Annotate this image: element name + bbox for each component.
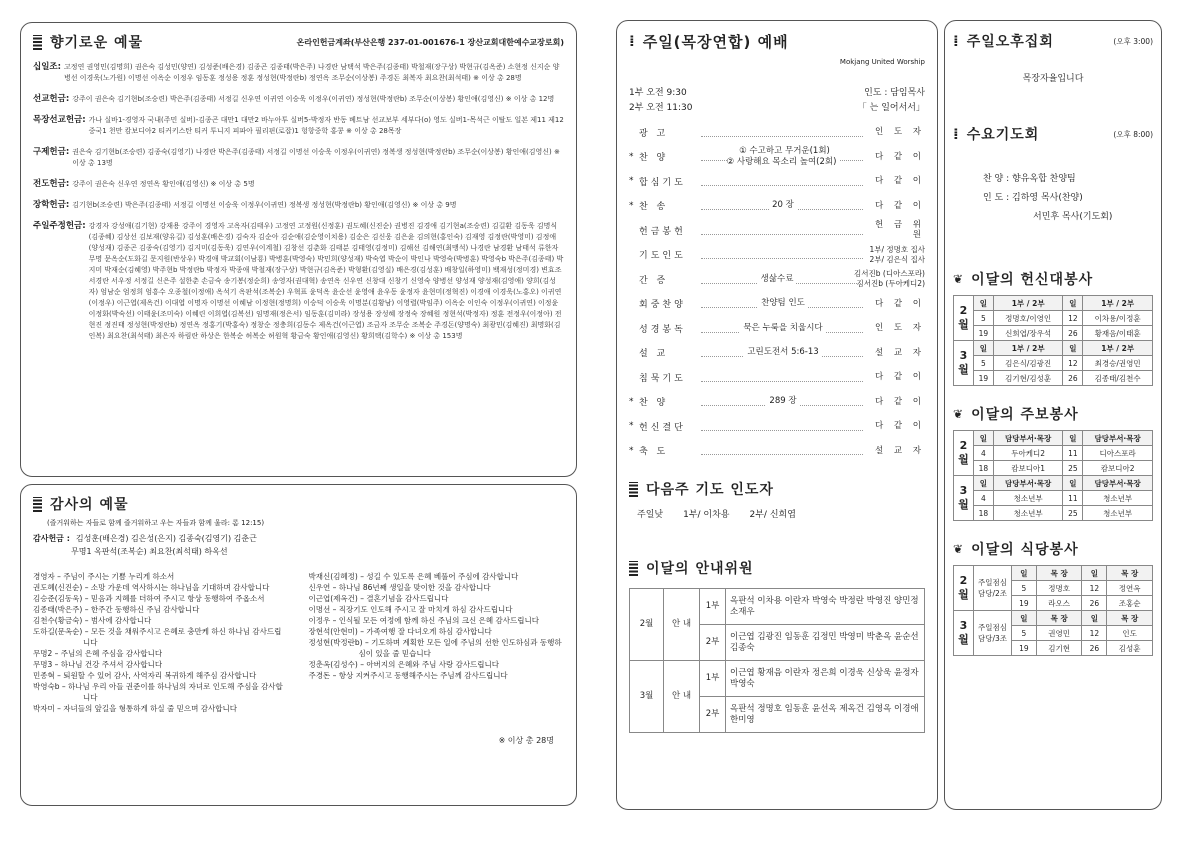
- thanks-total: ※ 이상 총 28명: [498, 736, 554, 745]
- usher-row: [630, 661, 925, 697]
- month-cell: 3 월: [954, 611, 974, 656]
- worship-english: Mokjang United Worship: [839, 58, 925, 66]
- order-content-text: 20 장: [769, 200, 797, 210]
- stand-note: 「 는 일어서서」: [857, 103, 925, 113]
- thanks-entry: 정춘옥(김성수) – 아버지의 은혜와 주님 사랑 감사드립니다: [308, 660, 500, 669]
- table-cell: 최경승/권영민: [1083, 356, 1153, 371]
- order-content: [701, 146, 865, 168]
- usher-role: 안 내: [664, 589, 700, 661]
- order-row: [629, 292, 925, 317]
- offering-item: [33, 94, 564, 105]
- offering-title: 향기로운 예물: [50, 35, 144, 51]
- usher-row: [630, 589, 925, 625]
- table-cell: 신희엽/장우석: [993, 326, 1063, 341]
- table-cell: 18: [974, 461, 994, 476]
- header-cell: 일: [1012, 611, 1037, 626]
- order-item: 간 증: [639, 275, 669, 286]
- section-marker-icon: [629, 561, 638, 576]
- order-item: 찬 양: [639, 153, 669, 164]
- offering-names: 권은숙 김기현b(조승련) 김종숙(김영기) 나경란 박은주(김종태) 서정길 이명선 이승욱 이정우(이귀연) 정복생 정성현(박정란b) 조무순(이상봉) 황인애(김영신) ※ 이상 총 13명: [72, 148, 560, 167]
- section-marker-icon: [33, 35, 42, 50]
- usher-month: 3월: [630, 661, 664, 733]
- usher-table: [629, 588, 925, 733]
- dotted-leader: [701, 185, 863, 186]
- section-marker-icon: ⁞: [629, 32, 635, 50]
- table-cell: 조홍순: [1107, 596, 1153, 611]
- table-cell: 4: [974, 491, 994, 506]
- usher-part: 2부: [700, 697, 726, 733]
- order-person: 다 같 이: [874, 396, 925, 407]
- header-cell: 담당부서·목장: [1083, 476, 1153, 491]
- month-cell: 3 월: [954, 476, 974, 521]
- month-cell: 2 월: [954, 296, 974, 341]
- offering-names: 강경자 강성애(김기현) 강재용 강주이 경영자 고옥자(김태우) 고정연 고정원(신정훈) 권도혜(신진순) 권병진 김경애 김기현a(조승련) 김길환 김동욱 김명식(김종혜) 김상선 김보재(양유길) 김성훈(배은경) 김숙자 김순아 김순애(김순영이치용) 김순은 김신웅 김은윤 김의현(홍인숙) 김재영 김정란(박영미) 김정애(양성재) 김종곤 김종숙(김영기) 김지미(김동욱) 김연우(이계철) 김창선 김춘화 김태분 김태영(김정미) 김해선 김해연(최맹석) 나경란 남경환 남태석 류한자 무명 문옥순(도화길 문지원(반상우) 박경애 박교회(이남룡) 박병훈(박영숙) 박민희(양성재) 박숙엽 박순이 박인나 박영숙(박병훈) 박영숙b 박은주(김종태) 박지미 박재순(김혜영) 박주현b 박정란b 박정자 박종애 박철재(장구상) 박현규(김옥준) 박형환(김영실) 배은경(김성훈) 배창일(하영미) 백재성(정미경) 변효조 서경란 서우정 서정길 신은주 설한춘 손금숙 송기봉(정순희) 송영자(권대혁) 송연옥 신우연 신창대 신창기 신영숙 양병선 양성재 양성재(김영애) 양희(김성자) 엄남순 엄정희 엄흥수 오종철(이정애) 옥석기 옥판석(조복순) 우혁표 윤덕옥 윤순선 윤영애 윤우동 윤정자 윤현미(정혁진) 이경애 이경욱(노홍오) 이귀연(이정우) 이근엽(제옥건) 이대엽 이명자 이명선 이혜남 이정현(정명희) 이승덕 이승욱 이명분(김황남) 이영렬(박임주) 이옥순 이인숙 이정우(이귀연) 이정윤 이정화(박숙선) 이태윤(조미숙) 이혜린 이희엽(김복선) 임명재(정은서) 임동훈(김미라) 장성용 장성혜 장정숙 장혜원 정현석(박정자) 정훈 전정우(이정아) 전현진 정진태 정성현(박정란b) 정연옥 정홍기(박홍숙) 정창순 정충희(김동수 제옥건(이근엽) 조금자 조무순 조복순 주경돈(양명숙) 최광민(김혜진) 최명화(김인복) 최요찬(최석태) 최은자 하림란 하상은 한복순 허복순 허원혁 황금숙 황인애(김영신) 황희택(김학수) ※ 이상 총 153명: [88, 222, 564, 340]
- group-cell: 주일점심 담당/2조: [974, 566, 1012, 611]
- order-content-text: 고린도전서 5:6-13: [744, 347, 821, 357]
- table-header-row: [954, 476, 1153, 491]
- table-cell: 4: [974, 446, 994, 461]
- header-cell: 담당부서·목장: [993, 476, 1063, 491]
- order-row: [629, 243, 925, 268]
- next-leaders-title: 다음주 기도 인도자: [646, 482, 774, 498]
- order-person: 헌 금 위 원: [874, 220, 925, 241]
- table-cell: 캄보디아2: [1083, 461, 1153, 476]
- order-person: 인 도 자: [874, 323, 925, 334]
- section-marker-icon: [33, 497, 42, 512]
- table-header-row: [954, 566, 1153, 581]
- order-person: 1부/ 정명호 집사 2부/ 김은식 집사: [869, 244, 925, 264]
- afternoon-title: 주일오후집회: [966, 34, 1054, 50]
- thanks-label: 감사헌금 :: [33, 534, 70, 543]
- kitchen-service-table: [953, 565, 1153, 656]
- thanks-names-2: 무명1 옥판석(조복순) 최요찬(최석태) 하옥선: [71, 547, 228, 556]
- offering-item: [33, 115, 564, 137]
- thanks-entry: 이근엽(제옥건) – 결혼기념을 감사드립니다: [308, 594, 449, 603]
- usher-names: 옥판석 정명호 임동훈 윤선옥 제옥건 김영옥 이경애 한미영: [726, 697, 925, 733]
- order-person: 설 교 자: [874, 347, 925, 358]
- offering-label: 선교헌금:: [33, 94, 70, 104]
- table-header-row: [954, 611, 1153, 626]
- offering-label: 장학헌금:: [33, 200, 70, 210]
- service-time-1: 1부 오전 9:30: [629, 88, 687, 98]
- order-row: [629, 365, 925, 390]
- order-star: *: [629, 396, 634, 407]
- offering-names: 김기현b(조승련) 박은주(김종태) 서정길 이명선 이승욱 이정우(이귀연) 정복생 정성현(박정란b) 황인애(김영신) ※ 이상 총 9명: [72, 201, 457, 209]
- next-second: 2부/ 신희엽: [749, 510, 796, 520]
- order-person: 김서진b (디아스포라) 김서진b (두아케디2): [854, 269, 925, 289]
- table-row: [954, 446, 1153, 461]
- order-row: [629, 390, 925, 415]
- month-cell: 3 월: [954, 341, 974, 386]
- table-cell: 캄보디아1: [993, 461, 1063, 476]
- thanks-entry: 권도혜(신진순) – 소망 가운데 역사하시는 하나님을 기대하며 감사합니다: [33, 583, 270, 592]
- order-item: 찬 송: [639, 202, 669, 213]
- order-row: [629, 194, 925, 219]
- order-item: 성경봉독: [639, 324, 686, 335]
- wednesday-praise: 찬 양 : 향유옥합 찬양팀: [983, 174, 1076, 184]
- table-cell: 19: [1012, 641, 1037, 656]
- thanks-entry: 신우연 – 하나님 86년째 생일을 맞이한 것을 감사합니다: [308, 583, 491, 592]
- flower-title: 이달의 헌신대봉사: [971, 272, 1094, 288]
- bulletin-service-table: [953, 430, 1153, 521]
- table-cell: 디아스포라: [1083, 446, 1153, 461]
- wednesday-time: (오후 8:00): [1113, 129, 1153, 139]
- table-cell: 18: [974, 506, 994, 521]
- order-content-text: 묵은 누룩을 치웁시다: [740, 323, 825, 333]
- order-content-text: 289 장: [766, 396, 799, 406]
- wednesday-lead-2: 서민후 목사(기도회): [1033, 212, 1113, 222]
- table-header-row: [954, 431, 1153, 446]
- order-row: [629, 267, 925, 292]
- header-cell: 담당부서·목장: [1083, 431, 1153, 446]
- heart-icon: ❦: [953, 272, 964, 286]
- usher-names: 옥판석 이차용 이란자 박영숙 박정란 박영진 양민정 소재우: [726, 589, 925, 625]
- order-of-worship: [629, 120, 925, 463]
- offering-label: 십일조:: [33, 62, 62, 72]
- thanks-entry: 박자미 – 자녀들의 앞길을 형통하게 하실 줄 믿으며 감사합니다: [33, 704, 237, 713]
- worship-leader: 인도 : 담임목사: [864, 88, 925, 98]
- thanks-entry: 박영숙b – 하나님 우리 아들 권준이를 하나님의 자녀로 인도해 주심을 감사합니다: [33, 682, 283, 702]
- table-cell: 정명호/이영인: [993, 311, 1063, 326]
- header-cell: 일: [1012, 566, 1037, 581]
- service-time-2: 2부 오전 11:30: [629, 103, 693, 113]
- dotted-leader: [701, 258, 863, 259]
- table-cell: 5: [1012, 626, 1037, 641]
- table-cell: 12: [1082, 581, 1107, 596]
- thanks-entry: 민종혁 – 퇴원할 수 있어 감사, 사역자리 복귀하게 해주심 감사합니다: [33, 671, 257, 680]
- order-row: [629, 414, 925, 439]
- header-cell: 담당부서·목장: [993, 431, 1063, 446]
- order-row: [629, 316, 925, 341]
- table-cell: 25: [1063, 461, 1083, 476]
- table-cell: 김종태/김천수: [1083, 371, 1153, 386]
- offering-label: 구제헌금:: [33, 147, 70, 157]
- thanks-entry: 이정우 – 인식될 모든 여정에 함께 하신 주님의 크신 은혜 감사드립니다: [308, 616, 539, 625]
- order-item: 헌신결단: [639, 422, 686, 433]
- table-cell: 12: [1063, 311, 1083, 326]
- table-cell: 라오스: [1036, 596, 1082, 611]
- table-header-row: [954, 341, 1153, 356]
- header-cell: 목 장: [1036, 611, 1082, 626]
- thanks-entry: 박재신(김혜정) – 성길 수 있도록 은혜 베풀어 주심에 감사합니다: [308, 572, 519, 581]
- order-person: 다 같 이: [874, 421, 925, 432]
- order-content-text: ① 수고하고 무거운(1회) ② 사랑해요 목소리 높여(2회): [727, 146, 840, 167]
- table-cell: 5: [974, 356, 994, 371]
- header-cell: 일: [1063, 431, 1083, 446]
- header-cell: 일: [1063, 296, 1083, 311]
- kitchen-title: 이달의 식당봉사: [971, 542, 1079, 558]
- section-marker-icon: ⁞: [953, 124, 959, 143]
- order-star: *: [629, 151, 634, 162]
- bulletin-title: 이달의 주보봉사: [971, 407, 1079, 423]
- order-item: 광 고: [639, 128, 669, 139]
- offering-item: [33, 147, 564, 169]
- order-item: 침묵기도: [639, 373, 686, 384]
- month-cell: 2 월: [954, 431, 974, 476]
- dotted-leader: [701, 381, 863, 382]
- offering-names: 강주이 권은숙 김기현b(조승련) 박은주(김종태) 서정길 신우연 이귀연 이승욱 이정우(이귀연) 정성현(박정란b) 조무순(이상봉) 황인애(김영신) ※ 이상 총 12명: [72, 95, 555, 103]
- offering-label: 주일주정헌금:: [33, 221, 86, 231]
- table-cell: 정연옥: [1107, 581, 1153, 596]
- table-header-row: [954, 296, 1153, 311]
- order-item: 찬 양: [639, 398, 669, 409]
- table-cell: 12: [1082, 626, 1107, 641]
- usher-part: 1부: [700, 589, 726, 625]
- header-cell: 1부 / 2부: [1083, 341, 1153, 356]
- thanks-entry: 도하길(문옥순) – 모든 것을 채워주시고 은혜로 충만케 하신 하나님 감사드립니다: [33, 627, 282, 647]
- offering-names: 가나 실바1-경영자 국내(주민 실버)-김종곤 대만1 대만2 바누아투 실버5-박정자 반동 베트남 선교보부 세부다(o) 영도 실버1-목석근 이탈도 일본 제11 제12 중국1 천만 캄보디아2 티커키스탄 티커 투니지 피파아 필리핀(로잡)1 헝항중학 홍콩 ※ 이상 총 28목장: [88, 116, 564, 135]
- offering-names: 강주이 권은숙 신우연 정연옥 황인애(김영신) ※ 이상 총 5명: [72, 180, 255, 188]
- online-account: 온라인헌금계좌(부산은행 237-01-001676-1 장산교회대한예수교장로회): [296, 37, 564, 47]
- table-cell: 황재음/이태훈: [1083, 326, 1153, 341]
- usher-part: 1부: [700, 661, 726, 697]
- order-person: 다 같 이: [874, 298, 925, 309]
- order-row: [629, 218, 925, 243]
- order-item: 기도인도: [639, 251, 686, 262]
- order-star: *: [629, 421, 634, 432]
- next-label: 주일낮: [637, 510, 664, 520]
- order-item: 설 교: [639, 349, 669, 360]
- offering-label: 전도헌금:: [33, 179, 70, 189]
- thanks-entry: 주경돈 – 항상 지켜주시고 동행해주시는 주님께 감사드립니다: [308, 671, 508, 680]
- thanks-entry: 무명2 – 주님의 은혜 주심을 감사합니다: [33, 649, 163, 658]
- right-panel: [944, 20, 1162, 810]
- thanks-panel: [20, 484, 577, 806]
- table-cell: 청소년부: [1083, 491, 1153, 506]
- order-item: 회중찬양: [639, 300, 686, 311]
- table-cell: 19: [974, 326, 994, 341]
- table-cell: 11: [1063, 446, 1083, 461]
- table-cell: 김성훈: [1107, 641, 1153, 656]
- heart-icon: ❦: [953, 407, 964, 421]
- table-row: [954, 506, 1153, 521]
- dotted-leader: [701, 430, 863, 431]
- table-cell: 26: [1082, 641, 1107, 656]
- afternoon-note: 목장자율입니다: [1022, 74, 1084, 84]
- thanks-entry: 김승준(김동욱) – 믿음과 지혜를 더하여 주시고 항상 동행하여 주옵소서: [33, 594, 265, 603]
- usher-month: 2월: [630, 589, 664, 661]
- header-cell: 목 장: [1107, 566, 1153, 581]
- order-row: [629, 169, 925, 194]
- header-cell: 일: [974, 296, 994, 311]
- order-person: 다 같 이: [874, 372, 925, 383]
- order-content-text: 찬양팀 인도: [758, 298, 808, 308]
- offering-item: [33, 221, 564, 342]
- table-cell: 김은식/김광진: [993, 356, 1063, 371]
- offering-item: [33, 200, 564, 211]
- next-first: 1부/ 이차용: [683, 510, 730, 520]
- afternoon-time: (오후 3:00): [1113, 36, 1153, 46]
- dotted-leader: [701, 136, 863, 137]
- order-row: [629, 439, 925, 464]
- dotted-leader: [701, 234, 863, 235]
- table-cell: 청소년부: [1083, 506, 1153, 521]
- worship-panel: [616, 20, 938, 810]
- header-cell: 일: [1063, 341, 1083, 356]
- order-star: *: [629, 176, 634, 187]
- usher-names: 이근엽 황재음 이란자 정은희 이경욱 신상욱 윤정자 박영숙: [726, 661, 925, 697]
- table-cell: 12: [1063, 356, 1083, 371]
- thanks-entry: 경영자 – 주님이 주시는 기쁨 누리게 하소서: [33, 572, 175, 581]
- order-person: 다 같 이: [874, 151, 925, 162]
- table-row: [954, 311, 1153, 326]
- table-cell: 두아케디2: [993, 446, 1063, 461]
- table-cell: 26: [1082, 596, 1107, 611]
- thanks-verse: (즐거워하는 자들로 함께 즐거워하고 우는 자들과 함께 울라: 롬 12:15): [47, 519, 265, 527]
- header-cell: 1부 / 2부: [993, 341, 1063, 356]
- order-person: 인 도 자: [874, 127, 925, 138]
- table-cell: 19: [974, 371, 994, 386]
- table-cell: 인도: [1107, 626, 1153, 641]
- table-cell: 25: [1063, 506, 1083, 521]
- thanks-entry: 이명선 – 직장기도 인도해 주시고 잘 마치게 하심 감사드립니다: [308, 605, 513, 614]
- heart-icon: ❦: [953, 542, 964, 556]
- table-cell: 이차용/이정훈: [1083, 311, 1153, 326]
- table-cell: 권영민: [1036, 626, 1082, 641]
- thanks-entry: 장현석(안현미) – 가족여행 잘 다녀오게 하심 감사합니다: [308, 627, 492, 636]
- order-row: [629, 145, 925, 170]
- header-cell: 목 장: [1036, 566, 1082, 581]
- order-person: 다 같 이: [874, 200, 925, 211]
- offering-panel: [20, 22, 577, 477]
- table-cell: 청소년부: [993, 491, 1063, 506]
- thanks-entry: 김종태(박은주) – 한주간 동행하신 주님 감사합니다: [33, 605, 200, 614]
- table-cell: 정명호: [1036, 581, 1082, 596]
- group-cell: 주일점심 담당/3조: [974, 611, 1012, 656]
- header-cell: 일: [1082, 566, 1107, 581]
- usher-part: 2부: [700, 625, 726, 661]
- order-star: *: [629, 445, 634, 456]
- header-cell: 일: [974, 341, 994, 356]
- thanks-entry: 무명3 – 하나님 건강 주셔서 감사합니다: [33, 660, 163, 669]
- dotted-leader: [701, 454, 863, 455]
- table-row: [954, 326, 1153, 341]
- table-cell: 청소년부: [993, 506, 1063, 521]
- section-marker-icon: [629, 482, 638, 497]
- table-cell: 26: [1063, 371, 1083, 386]
- order-row: [629, 120, 925, 145]
- table-row: [954, 371, 1153, 386]
- worship-title: 주일(목장연합) 예배: [642, 33, 789, 51]
- thanks-entry: 김천수(황금숙) – 범사에 감사합니다: [33, 616, 152, 625]
- header-cell: 일: [974, 476, 994, 491]
- order-item: 헌금봉헌: [639, 226, 686, 237]
- header-cell: 일: [1082, 611, 1107, 626]
- offering-item: [33, 62, 564, 84]
- header-cell: 1부 / 2부: [993, 296, 1063, 311]
- thanks-names-1: 김성훈(배은경) 김은성(은지) 김종숙(김영기) 김춘근: [75, 534, 257, 543]
- thanks-right-column: [309, 571, 565, 714]
- thanks-entry: 정성현(박정란b) – 기도하며 계획한 모든 일에 주님의 선한 인도하심과 동행하심이 있을 줄 믿습니다: [308, 638, 562, 658]
- thanks-left-column: [33, 571, 289, 714]
- header-cell: 목 장: [1107, 611, 1153, 626]
- usher-title: 이달의 안내위원: [646, 561, 754, 577]
- table-cell: 김기현/김성훈: [993, 371, 1063, 386]
- offering-names: 고정연 권영민(김명희) 권은숙 김성민(양연) 김성준(배은경) 김종곤 김종태(박은주) 나경란 남택석 박은주(김종태) 박철재(장구상) 박현규(김옥준) 소현정 신지순 양병선 이경욱(노가원) 이명선 이옥순 이정우 임동훈 정성용 정훈 정성현(박정란b) 정연옥 조무순(이상봉) 주경돈 최복자 최요찬(최석태) ※ 이상 총 28명: [64, 63, 560, 82]
- offering-item: [33, 179, 564, 190]
- offering-list: [33, 62, 564, 342]
- header-cell: 일: [1063, 476, 1083, 491]
- wednesday-lead-1: 인 도 : 김하영 목사(찬양): [983, 193, 1083, 203]
- order-star: *: [629, 200, 634, 211]
- order-person: 다 같 이: [874, 176, 925, 187]
- usher-names: 이근엽 김광진 임동훈 김정민 박영미 박춘옥 윤순선 김종숙: [726, 625, 925, 661]
- section-marker-icon: ⁞: [953, 31, 959, 50]
- order-item: 축 도: [639, 447, 669, 458]
- month-cell: 2 월: [954, 566, 974, 611]
- table-cell: 11: [1063, 491, 1083, 506]
- order-item: 합심기도: [639, 177, 686, 188]
- table-row: [954, 356, 1153, 371]
- header-cell: 1부 / 2부: [1083, 296, 1153, 311]
- wednesday-title: 수요기도회: [966, 127, 1040, 143]
- flower-service-table: [953, 295, 1153, 386]
- order-person: 설 교 자: [874, 445, 925, 456]
- table-cell: 5: [1012, 581, 1037, 596]
- order-content-text: 생삶수료: [758, 274, 797, 284]
- order-row: [629, 341, 925, 366]
- table-cell: 김기현: [1036, 641, 1082, 656]
- offering-label: 목장선교헌금:: [33, 115, 86, 125]
- table-cell: 19: [1012, 596, 1037, 611]
- table-cell: 26: [1063, 326, 1083, 341]
- table-cell: 5: [974, 311, 994, 326]
- usher-role: 안 내: [664, 661, 700, 733]
- thanks-title: 감사의 예물: [50, 497, 129, 513]
- table-row: [954, 461, 1153, 476]
- header-cell: 일: [974, 431, 994, 446]
- table-row: [954, 491, 1153, 506]
